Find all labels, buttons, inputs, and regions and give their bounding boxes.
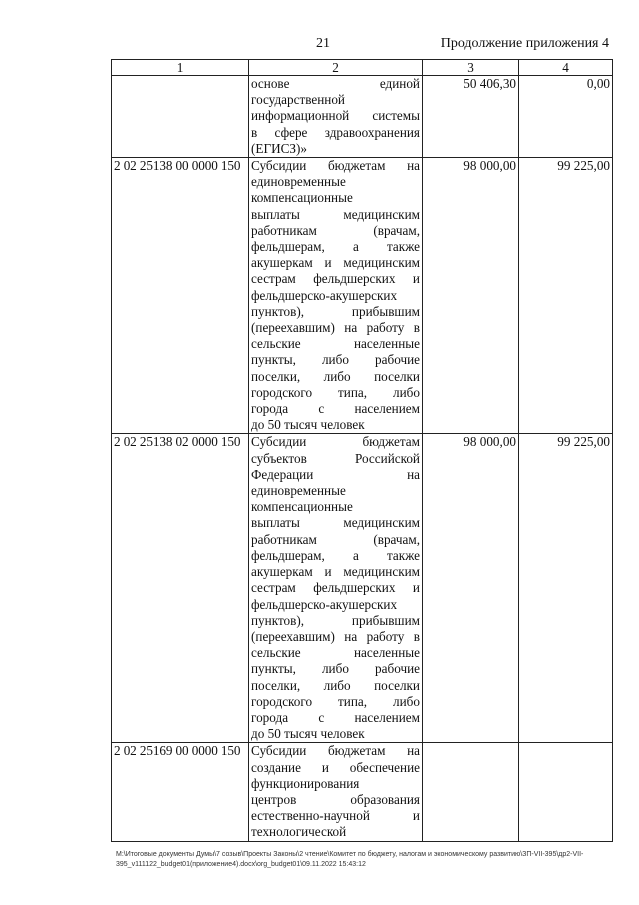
budget-code-cell: 2 02 25169 00 0000 150 xyxy=(112,743,249,841)
description-line: сельские населенные xyxy=(251,336,420,352)
description-line: единовременные xyxy=(251,174,346,190)
description-line: сестрам фельдшерских и xyxy=(251,271,420,287)
column-number: 2 xyxy=(249,60,423,76)
table-row xyxy=(112,158,613,434)
description-line: городского типа, либо xyxy=(251,693,420,709)
description-line: информационной системы xyxy=(251,108,420,124)
description-line: (переехавшим) на работу в xyxy=(251,320,420,336)
description-line: Федерации на xyxy=(251,466,420,482)
amount-col3-cell: 98 000,00 xyxy=(423,434,519,743)
description-line: акушеркам и медицинским xyxy=(251,564,420,580)
continuation-label: Продолжение приложения 4 xyxy=(440,36,609,51)
description-cell xyxy=(249,76,423,158)
description-line: субъектов Российской xyxy=(251,450,420,466)
description-line: пунктов), прибывшим xyxy=(251,303,420,319)
description-line: компенсационные xyxy=(251,499,353,515)
description-line: создание и обеспечение xyxy=(251,759,420,775)
table-row xyxy=(112,76,613,158)
description-cell xyxy=(249,434,423,743)
description-line: Субсидии бюджетам на xyxy=(251,743,420,759)
description-line: пункты, либо рабочие xyxy=(251,352,420,368)
description-line: акушеркам и медицинским xyxy=(251,255,420,271)
description-line: фельдшерам, а также xyxy=(251,547,420,563)
description-line: естественно-научной и xyxy=(251,808,420,824)
description-line: основе единой xyxy=(251,76,420,91)
amount-col4-cell: 99 225,00 xyxy=(519,158,613,434)
description-line: пунктов), прибывшим xyxy=(251,612,420,628)
amount-col3-cell: 50 406,30 xyxy=(423,76,519,158)
description-line: сельские населенные xyxy=(251,645,420,661)
budget-table xyxy=(111,59,613,842)
table-row xyxy=(112,434,613,743)
column-number: 1 xyxy=(112,60,249,76)
description-line: Субсидии бюджетам xyxy=(251,434,420,450)
description-line: выплаты медицинским xyxy=(251,206,420,222)
amount-col4-cell: 0,00 xyxy=(519,76,613,158)
page-number: 21 xyxy=(316,36,330,51)
description-line: (ЕГИСЗ)» xyxy=(251,140,307,156)
description-line: сестрам фельдшерских и xyxy=(251,580,420,596)
description-line: до 50 тысяч человек xyxy=(251,726,365,742)
description-line: фельдшерско-акушерских xyxy=(251,596,398,612)
file-path-line: M:\Итоговые документы Думы\7 созыв\Проекты Законы\2 чтение\Комитет по бюджету, налогам и экономическому развитию\ЗП-VII-395\др2-VII- xyxy=(116,851,584,858)
description-line: единовременные xyxy=(251,483,346,499)
column-number: 4 xyxy=(519,60,613,76)
description-line: фельдшерско-акушерских xyxy=(251,287,398,303)
description-line: работникам (врачам, xyxy=(251,222,420,238)
column-number: 3 xyxy=(423,60,519,76)
description-line: работникам (врачам, xyxy=(251,531,420,547)
description-line: центров образования xyxy=(251,791,420,807)
budget-code-cell: 2 02 25138 02 0000 150 xyxy=(112,434,249,743)
amount-col3-cell: 98 000,00 xyxy=(423,158,519,434)
description-line: в сфере здравоохранения xyxy=(251,124,420,140)
description-line: города с населением xyxy=(251,401,420,417)
column-number-row xyxy=(112,60,613,76)
description-line: поселки, либо поселки xyxy=(251,677,420,693)
budget-code-cell: 2 02 25138 00 0000 150 xyxy=(112,158,249,434)
description-line: города с населением xyxy=(251,709,420,725)
description-cell xyxy=(249,158,423,434)
amount-col4-cell xyxy=(519,743,613,841)
amount-col4-cell: 99 225,00 xyxy=(519,434,613,743)
description-line: пункты, либо рабочие xyxy=(251,661,420,677)
description-line: городского типа, либо xyxy=(251,384,420,400)
description-cell xyxy=(249,743,423,841)
description-line: поселки, либо поселки xyxy=(251,368,420,384)
description-line: выплаты медицинским xyxy=(251,515,420,531)
file-path-footer xyxy=(116,850,616,870)
table-row xyxy=(112,743,613,841)
amount-col3-cell xyxy=(423,743,519,841)
description-line: до 50 тысяч человек xyxy=(251,417,365,433)
description-line: Субсидии бюджетам на xyxy=(251,158,420,174)
description-line: (переехавшим) на работу в xyxy=(251,628,420,644)
description-line: фельдшерам, а также xyxy=(251,239,420,255)
description-line: компенсационные xyxy=(251,190,353,206)
file-path-line: 395_v111122_budget01(приложение4).docx\org_budget01\09.11.2022 15:43:12 xyxy=(116,861,366,868)
description-line: технологической xyxy=(251,824,347,840)
budget-code-cell xyxy=(112,76,249,158)
description-line: функционирования xyxy=(251,775,360,791)
description-line: государственной xyxy=(251,92,345,108)
